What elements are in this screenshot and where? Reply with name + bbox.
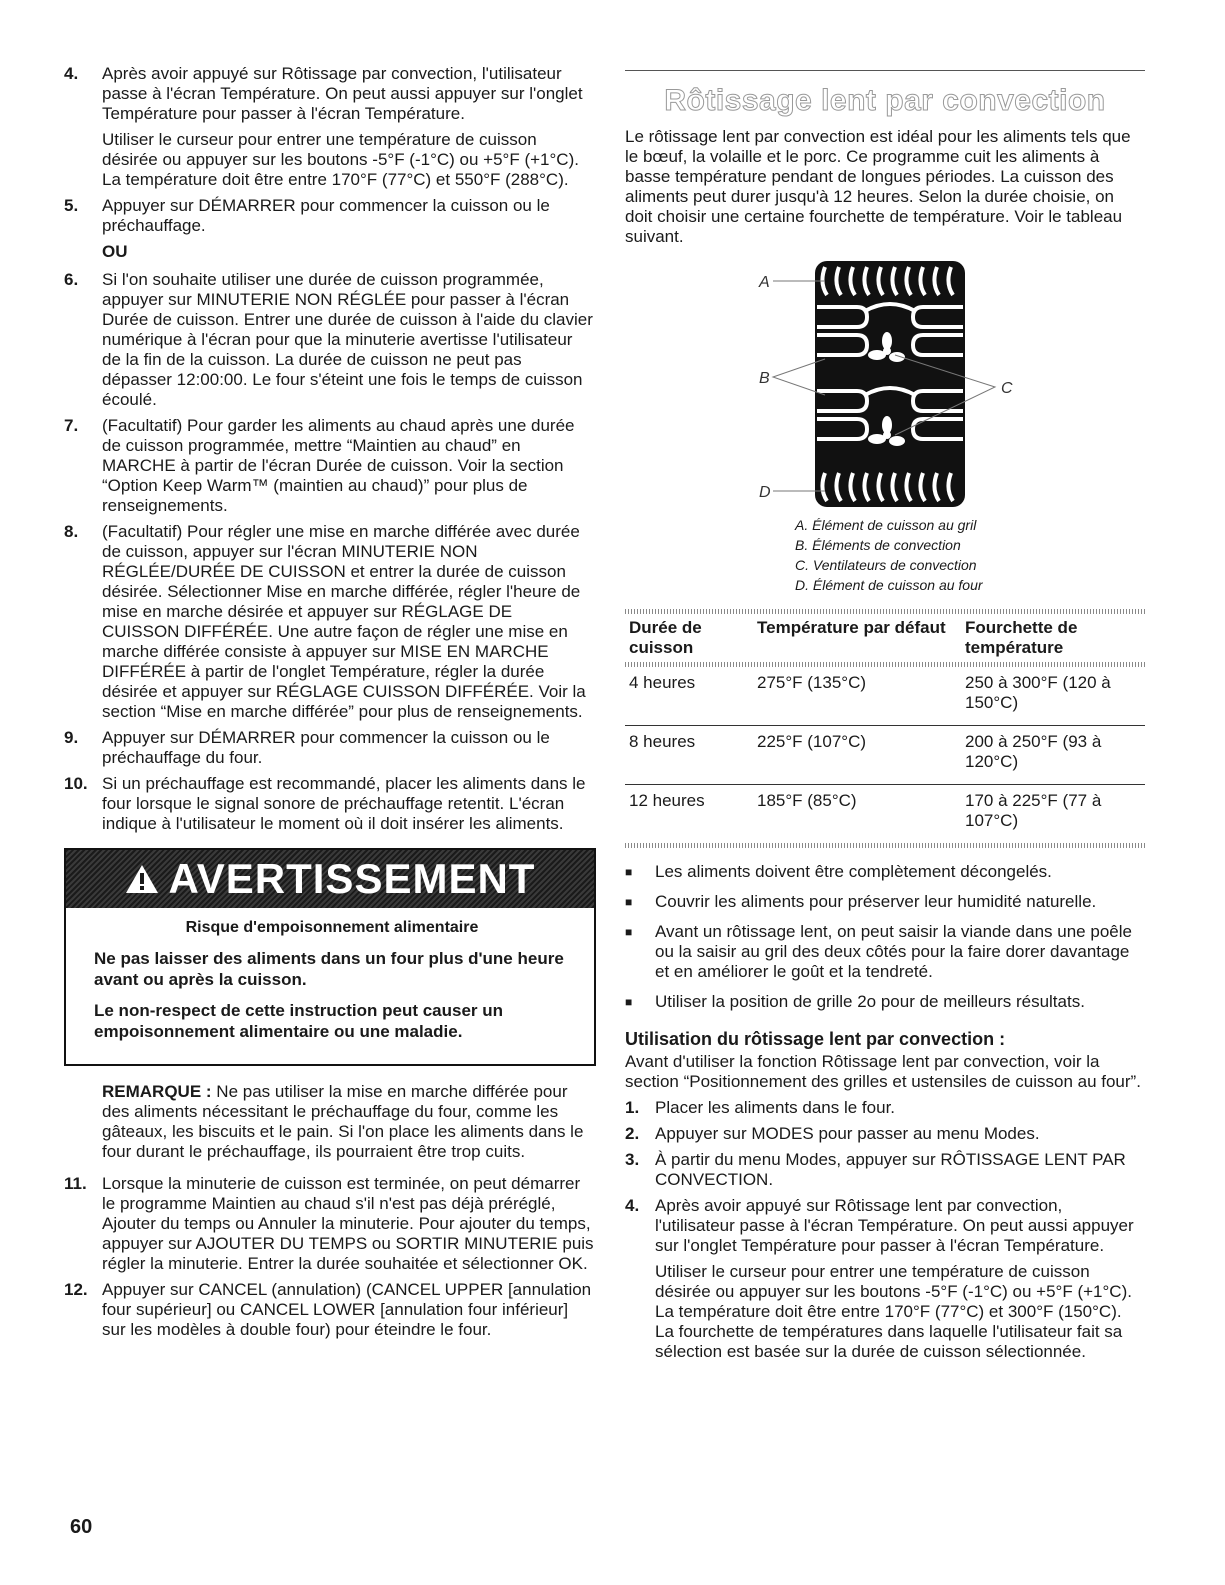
list-item bbox=[625, 862, 1145, 882]
figure-label-c: C bbox=[1001, 380, 1013, 397]
table-cell: 200 à 250°F (93 à 120°C) bbox=[961, 726, 1145, 785]
or-separator: OU bbox=[102, 242, 128, 261]
remark bbox=[102, 1082, 594, 1162]
step-number: 11. bbox=[64, 1174, 87, 1193]
warning-subtitle: Risque d'empoisonnement alimentaire bbox=[185, 919, 479, 936]
section-rule bbox=[625, 70, 1145, 71]
table-header-cell: Température par défaut bbox=[757, 618, 946, 637]
usage-steps bbox=[625, 1098, 1145, 1362]
step-item bbox=[64, 1280, 594, 1340]
oven-diagram bbox=[625, 259, 1145, 499]
table-cell: 250 à 300°F (120 à 150°C) bbox=[965, 673, 1111, 712]
figure-label-b: B bbox=[759, 370, 770, 387]
step-paragraph: Utiliser le curseur pour entrer une température de cuisson désirée ou appuyer sur les boutons -5°F (-1°C) ou +5°F (+1°C). La température doit être entre 170°F (77°C) et 300°F (150°C). La fourchette de températures dans laquelle l'utilisateur fait sa sélection est basée sur la durée de cuisson sélectionnée. bbox=[655, 1262, 1132, 1361]
caption-a: A. Élément de cuisson au gril bbox=[795, 517, 977, 533]
warning-body bbox=[66, 908, 594, 1064]
list-item-text: Utiliser la position de grille 2o pour de meilleurs résultats. bbox=[655, 992, 1085, 1011]
table-row bbox=[625, 785, 1145, 844]
step-number: 5. bbox=[64, 196, 79, 215]
warning-line-2: Le non-respect de cette instruction peut causer un empoisonnement alimentaire ou une maladie. bbox=[94, 1001, 504, 1041]
square-bullet-icon: ■ bbox=[625, 895, 633, 909]
step-body bbox=[655, 1124, 1145, 1144]
square-bullet-icon: ■ bbox=[625, 995, 633, 1009]
step-body bbox=[102, 270, 594, 410]
table-header-cell: Fourchette de température bbox=[965, 618, 1078, 657]
step-body bbox=[102, 522, 594, 722]
step-number: 1. bbox=[625, 1098, 640, 1117]
step-number: 4. bbox=[64, 64, 79, 83]
step-paragraph: Utiliser le curseur pour entrer une température de cuisson désirée ou appuyer sur les boutons -5°F (-1°C) ou +5°F (+1°C). La température doit être entre 170°F (77°C) et 550°F (288°C). bbox=[102, 130, 579, 189]
usage-heading: Utilisation du rôtissage lent par convection : bbox=[625, 1029, 1006, 1049]
step-body bbox=[102, 416, 594, 516]
list-item-text: Les aliments doivent être complètement décongelés. bbox=[655, 862, 1052, 881]
step-item bbox=[64, 416, 594, 516]
step-item bbox=[625, 1124, 1145, 1144]
warning-box bbox=[64, 848, 596, 1066]
figure-label-d: D bbox=[759, 484, 771, 501]
step-paragraph: (Facultatif) Pour régler une mise en marche différée avec durée de cuisson, appuyer sur l'écran MINUTERIE NON RÉGLÉE/DURÉE DE CUISSON et entrer la durée de cuisson désirée. Sélectionner Mise en marche différée, régler l'heure de mise en marche désirée et appuyer sur RÉGLAGE DE CUISSON DIFFÉRÉE. Une autre façon de régler une mise en marche différée consiste à appuyer sur MISE EN MARCHE DIFFÉRÉE à partir de l'onglet Température, régler la durée désirée et appuyer sur RÉGLAGE CUISSON DIFFÉRÉE. Voir la section “Mise en marche différée” pour plus de renseignements. bbox=[102, 522, 586, 721]
step-number: 4. bbox=[625, 1196, 640, 1215]
figure-captions bbox=[795, 515, 1145, 595]
tips-list bbox=[625, 862, 1145, 1012]
step-item bbox=[64, 1174, 594, 1274]
step-item bbox=[64, 774, 594, 834]
table-cell: 8 heures bbox=[625, 726, 753, 785]
step-item bbox=[625, 1196, 1145, 1362]
step-body bbox=[102, 774, 594, 834]
left-column bbox=[64, 64, 594, 1346]
table-row bbox=[625, 667, 1145, 726]
page-number: 60 bbox=[70, 1516, 93, 1538]
step-paragraph: Si l'on souhaite utiliser une durée de cuisson programmée, appuyer sur MINUTERIE NON RÉGLÉE pour passer à l'écran Durée de cuisson. Entrer une durée de cuisson à l'aide du clavier numérique à l'écran pour que la minuterie avertisse l'utilisateur de la fin de la cuisson. La durée de cuisson ne peut pas dépasser 12:00:00. Le four s'éteint une fois le temps de cuisson écoulé. bbox=[102, 270, 593, 409]
step-paragraph: Placer les aliments dans le four. bbox=[655, 1098, 896, 1117]
step-paragraph: Lorsque la minuterie de cuisson est terminée, on peut démarrer le programme Maintien au chaud s'il n'est pas déjà préréglé, Ajouter du temps ou Annuler la minuterie. Pour ajouter du temps, appuyer sur AJOUTER DU TEMPS ou SORTIR MINUTERIE puis régler la minuterie. Entrer la durée souhaitée et sélectionner OK. bbox=[102, 1174, 594, 1273]
square-bullet-icon: ■ bbox=[625, 925, 633, 939]
step-paragraph: Appuyer sur CANCEL (annulation) (CANCEL UPPER [annulation four supérieur] ou CANCEL LOWER [annulation four inférieur] sur les modèles à double four) pour éteindre le four. bbox=[102, 1280, 592, 1339]
step-number: 12. bbox=[64, 1280, 88, 1299]
steps-c bbox=[64, 1174, 594, 1340]
table-cell: 4 heures bbox=[629, 673, 696, 692]
step-number: 8. bbox=[64, 522, 79, 541]
table-cell: 170 à 225°F (77 à 107°C) bbox=[961, 785, 1145, 844]
step-item bbox=[64, 64, 594, 190]
caption-b: B. Éléments de convection bbox=[795, 537, 961, 553]
table-header-cell: Durée de cuisson bbox=[629, 618, 702, 657]
step-number: 3. bbox=[625, 1150, 640, 1169]
step-number: 7. bbox=[64, 416, 79, 435]
figure-label-a: A bbox=[759, 274, 770, 291]
step-number: 10. bbox=[64, 774, 88, 793]
step-paragraph: Après avoir appuyé sur Rôtissage par convection, l'utilisateur passe à l'écran Température. On peut aussi appuyer sur l'onglet Température pour passer à l'écran Température. bbox=[102, 64, 583, 123]
slow-roast-table bbox=[625, 614, 1145, 843]
step-item bbox=[625, 1098, 1145, 1118]
step-paragraph: Si un préchauffage est recommandé, placer les aliments dans le four lorsque le signal sonore de préchauffage retentit. L'écran indique à l'utilisateur le moment où il doit insérer les aliments. bbox=[102, 774, 586, 833]
step-paragraph: À partir du menu Modes, appuyer sur RÔTISSAGE LENT PAR CONVECTION. bbox=[655, 1150, 1126, 1189]
section-intro: Le rôtissage lent par convection est idéal pour les aliments tels que le bœuf, la volaille et le porc. Ce programme cuit les aliments à basse température pendant de longues périodes. La cuisson des aliments peut durer jusqu'à 12 heures. Selon la durée choisie, on doit choisir une certaine fourchette de température. Voir le tableau suivant. bbox=[625, 127, 1131, 246]
caption-c: C. Ventilateurs de convection bbox=[795, 557, 977, 573]
remark-label: REMARQUE : bbox=[102, 1082, 212, 1101]
list-item bbox=[625, 892, 1145, 912]
step-paragraph: Appuyer sur DÉMARRER pour commencer la cuisson ou le préchauffage du four. bbox=[102, 728, 550, 767]
step-item bbox=[625, 1150, 1145, 1190]
oven-diagram-illustration bbox=[625, 259, 1145, 509]
warning-header bbox=[66, 850, 594, 908]
step-item bbox=[64, 728, 594, 768]
step-number: 9. bbox=[64, 728, 79, 747]
usage-intro: Avant d'utiliser la fonction Rôtissage lent par convection, voir la section “Positionnement des grilles et ustensiles de cuisson au four”. bbox=[625, 1052, 1141, 1091]
warning-title: AVERTISSEMENT bbox=[168, 855, 536, 902]
step-paragraph: Appuyer sur MODES pour passer au menu Modes. bbox=[655, 1124, 1040, 1143]
table-header-row bbox=[625, 614, 1145, 662]
step-number: 6. bbox=[64, 270, 79, 289]
warning-triangle-icon bbox=[125, 864, 159, 894]
caption-d: D. Élément de cuisson au four bbox=[795, 577, 983, 593]
step-paragraph: Appuyer sur DÉMARRER pour commencer la cuisson ou le préchauffage. bbox=[102, 196, 550, 235]
list-item bbox=[625, 992, 1145, 1012]
table-bottom-rule bbox=[625, 843, 1145, 848]
step-body bbox=[655, 1098, 1145, 1118]
step-body bbox=[655, 1150, 1145, 1190]
step-body bbox=[102, 1280, 594, 1340]
step-body bbox=[102, 64, 594, 190]
step-paragraph: (Facultatif) Pour garder les aliments au chaud après une durée de cuisson programmée, mettre “Maintien au chaud” en MARCHE à partir de l'écran Durée de cuisson. Voir la section “Option Keep Warm™ (maintien au chaud)” pour plus de renseignements. bbox=[102, 416, 575, 515]
steps-b bbox=[64, 270, 594, 834]
table-row bbox=[625, 726, 1145, 785]
step-paragraph: Après avoir appuyé sur Rôtissage lent par convection, l'utilisateur passe à l'écran Température. On peut aussi appuyer sur l'onglet Température pour passer à l'écran Température. bbox=[655, 1196, 1134, 1255]
right-column bbox=[625, 70, 1145, 1368]
step-number: 2. bbox=[625, 1124, 640, 1143]
table-cell: 225°F (107°C) bbox=[753, 726, 961, 785]
table-cell: 185°F (85°C) bbox=[753, 785, 961, 844]
step-body bbox=[102, 196, 594, 236]
step-item bbox=[64, 196, 594, 236]
list-item-text: Avant un rôtissage lent, on peut saisir la viande dans une poêle ou la saisir au gril des deux côtés pour la faire dorer davantage et en améliorer le goût et la tendreté. bbox=[655, 922, 1132, 981]
step-body bbox=[102, 1174, 594, 1274]
square-bullet-icon: ■ bbox=[625, 865, 633, 879]
step-item bbox=[64, 522, 594, 722]
table-cell: 12 heures bbox=[625, 785, 753, 844]
list-item bbox=[625, 922, 1145, 982]
list-item-text: Couvrir les aliments pour préserver leur humidité naturelle. bbox=[655, 892, 1097, 911]
section-title: Rôtissage lent par convection bbox=[664, 84, 1106, 117]
step-body bbox=[102, 728, 594, 768]
warning-line-1: Ne pas laisser des aliments dans un four plus d'une heure avant ou après la cuisson. bbox=[94, 949, 564, 989]
step-body bbox=[655, 1196, 1145, 1362]
remark-text: Ne pas utiliser la mise en marche différée pour des aliments nécessitant le préchauffage du four, comme les gâteaux, les biscuits et le pain. Si l'on place les aliments dans le four durant le préchauffage, ils pourraient être trop cuits. bbox=[102, 1082, 584, 1161]
steps-a bbox=[64, 64, 594, 236]
step-item bbox=[64, 270, 594, 410]
table-cell: 275°F (135°C) bbox=[757, 673, 867, 692]
